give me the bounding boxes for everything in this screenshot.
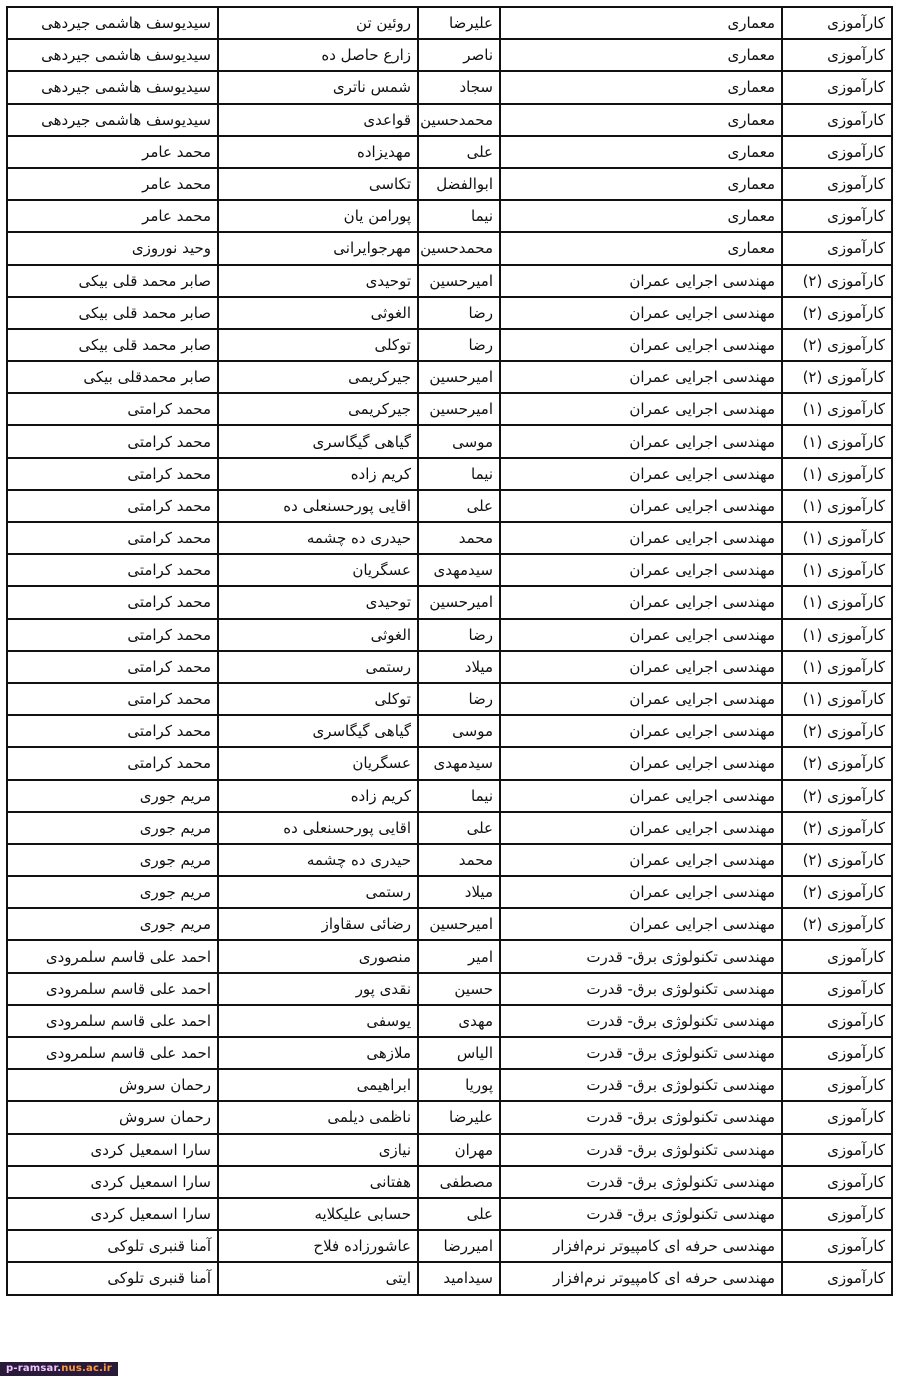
last-name-cell: تکاسی [218,168,418,200]
last-name-cell: الغوثی [218,619,418,651]
field-cell: مهندسی اجرایی عمران [500,715,782,747]
last-name-cell: مهدیزاده [218,136,418,168]
first-name-cell: میلاد [418,876,500,908]
supervisor-cell: مریم جوری [7,908,218,940]
field-cell: مهندسی تکنولوژی برق- قدرت [500,973,782,1005]
site-watermark [0,1362,118,1376]
table-row [7,71,892,103]
last-name-cell: روئین تن [218,7,418,39]
table-row [7,361,892,393]
watermark-prefix: p-ramsar. [6,1363,62,1374]
course-cell: کارآموزی [782,973,892,1005]
last-name-cell: عاشورزاده فلاح [218,1230,418,1262]
supervisor-cell: سیدیوسف هاشمی جیردهی [7,71,218,103]
supervisor-cell: محمد عامر [7,200,218,232]
last-name-cell: منصوری [218,940,418,972]
first-name-cell: علیرضا [418,7,500,39]
field-cell: مهندسی اجرایی عمران [500,651,782,683]
field-cell: معماری [500,168,782,200]
course-cell: کارآموزی [782,1069,892,1101]
supervisor-cell: محمد کرامتی [7,715,218,747]
field-cell: معماری [500,7,782,39]
last-name-cell: کریم زاده [218,458,418,490]
course-cell: کارآموزی (۲) [782,908,892,940]
field-cell: مهندسی تکنولوژی برق- قدرت [500,1069,782,1101]
first-name-cell: پوریا [418,1069,500,1101]
course-cell: کارآموزی [782,1134,892,1166]
first-name-cell: میلاد [418,651,500,683]
table-row [7,747,892,779]
field-cell: معماری [500,71,782,103]
field-cell: مهندسی اجرایی عمران [500,297,782,329]
field-cell: مهندسی اجرایی عمران [500,844,782,876]
table-row [7,458,892,490]
supervisor-cell: مریم جوری [7,844,218,876]
first-name-cell: ناصر [418,39,500,71]
field-cell: مهندسی اجرایی عمران [500,812,782,844]
watermark-domain: nus.ac.ir [61,1363,112,1374]
supervisor-cell: مریم جوری [7,876,218,908]
supervisor-cell: صابر محمدقلی بیکی [7,361,218,393]
table-row [7,1262,892,1294]
first-name-cell: امیرحسین [418,393,500,425]
table-row [7,393,892,425]
last-name-cell: گیاهی گیگاسری [218,425,418,457]
course-cell: کارآموزی (۲) [782,876,892,908]
supervisor-cell: محمد عامر [7,136,218,168]
course-cell: کارآموزی (۱) [782,619,892,651]
first-name-cell: محمدحسین [418,232,500,264]
supervisor-cell: محمد کرامتی [7,747,218,779]
first-name-cell: سیدمهدی [418,747,500,779]
supervisor-cell: مریم جوری [7,780,218,812]
table-row [7,908,892,940]
last-name-cell: توحیدی [218,586,418,618]
supervisor-cell: صابر محمد قلی بیکی [7,265,218,297]
course-cell: کارآموزی (۲) [782,297,892,329]
course-cell: کارآموزی [782,1101,892,1133]
last-name-cell: عسگریان [218,747,418,779]
last-name-cell: رستمی [218,876,418,908]
supervisor-cell: سارا اسمعیل کردی [7,1166,218,1198]
first-name-cell: علی [418,812,500,844]
course-cell: کارآموزی (۱) [782,683,892,715]
field-cell: مهندسی اجرایی عمران [500,554,782,586]
first-name-cell: مهدی [418,1005,500,1037]
internship-table [6,6,893,1296]
table-row [7,1005,892,1037]
last-name-cell: یوسفی [218,1005,418,1037]
last-name-cell: پورامن یان [218,200,418,232]
first-name-cell: نیما [418,458,500,490]
table-row [7,168,892,200]
table-row [7,1198,892,1230]
field-cell: مهندسی اجرایی عمران [500,361,782,393]
field-cell: مهندسی اجرایی عمران [500,747,782,779]
field-cell: مهندسی حرفه ای کامپیوتر نرم‌افزار [500,1230,782,1262]
first-name-cell: نیما [418,780,500,812]
table-row [7,1230,892,1262]
table-row [7,1134,892,1166]
field-cell: معماری [500,200,782,232]
first-name-cell: نیما [418,200,500,232]
field-cell: مهندسی تکنولوژی برق- قدرت [500,1037,782,1069]
table-row [7,425,892,457]
first-name-cell: مصطفی [418,1166,500,1198]
supervisor-cell: احمد علی قاسم سلمرودی [7,973,218,1005]
course-cell: کارآموزی [782,71,892,103]
first-name-cell: علیرضا [418,1101,500,1133]
course-cell: کارآموزی (۲) [782,329,892,361]
last-name-cell: مهرجوایرانی [218,232,418,264]
course-cell: کارآموزی [782,7,892,39]
table-row [7,554,892,586]
course-cell: کارآموزی (۲) [782,715,892,747]
field-cell: مهندسی اجرایی عمران [500,586,782,618]
last-name-cell: رضائی سقاواز [218,908,418,940]
course-cell: کارآموزی (۲) [782,747,892,779]
field-cell: مهندسی اجرایی عمران [500,490,782,522]
supervisor-cell: احمد علی قاسم سلمرودی [7,1037,218,1069]
table-row [7,232,892,264]
supervisor-cell: احمد علی قاسم سلمرودی [7,940,218,972]
course-cell: کارآموزی (۲) [782,361,892,393]
last-name-cell: ایتی [218,1262,418,1294]
table-row [7,812,892,844]
field-cell: مهندسی اجرایی عمران [500,780,782,812]
field-cell: معماری [500,39,782,71]
supervisor-cell: آمنا قنبری تلوکی [7,1230,218,1262]
last-name-cell: توکلی [218,329,418,361]
table-row [7,39,892,71]
supervisor-cell: محمد کرامتی [7,490,218,522]
course-cell: کارآموزی [782,1037,892,1069]
supervisor-cell: وحید نوروزی [7,232,218,264]
supervisor-cell: صابر محمد قلی بیکی [7,329,218,361]
field-cell: مهندسی اجرایی عمران [500,458,782,490]
last-name-cell: جیرکریمی [218,361,418,393]
supervisor-cell: احمد علی قاسم سلمرودی [7,1005,218,1037]
supervisor-cell: رحمان سروش [7,1101,218,1133]
supervisor-cell: محمد کرامتی [7,619,218,651]
course-cell: کارآموزی [782,940,892,972]
first-name-cell: علی [418,136,500,168]
field-cell: مهندسی اجرایی عمران [500,425,782,457]
last-name-cell: توکلی [218,683,418,715]
course-cell: کارآموزی (۱) [782,393,892,425]
supervisor-cell: آمنا قنبری تلوکی [7,1262,218,1294]
first-name-cell: رضا [418,619,500,651]
first-name-cell: حسین [418,973,500,1005]
table-row [7,844,892,876]
supervisor-cell: محمد کرامتی [7,522,218,554]
first-name-cell: امیرحسین [418,361,500,393]
last-name-cell: توحیدی [218,265,418,297]
internship-table-body [7,7,892,1295]
last-name-cell: حسابی علیکلایه [218,1198,418,1230]
table-row [7,973,892,1005]
field-cell: مهندسی حرفه ای کامپیوتر نرم‌افزار [500,1262,782,1294]
table-row [7,1069,892,1101]
last-name-cell: ناظمی دیلمی [218,1101,418,1133]
course-cell: کارآموزی [782,39,892,71]
first-name-cell: امیررضا [418,1230,500,1262]
field-cell: معماری [500,104,782,136]
field-cell: مهندسی اجرایی عمران [500,683,782,715]
table-row [7,683,892,715]
table-row [7,490,892,522]
supervisor-cell: محمد عامر [7,168,218,200]
last-name-cell: اقایی پورحسنعلی ده [218,490,418,522]
course-cell: کارآموزی [782,1230,892,1262]
table-row [7,136,892,168]
first-name-cell: موسی [418,425,500,457]
field-cell: مهندسی تکنولوژی برق- قدرت [500,1101,782,1133]
course-cell: کارآموزی [782,1166,892,1198]
course-cell: کارآموزی (۱) [782,554,892,586]
first-name-cell: محمدحسین [418,104,500,136]
first-name-cell: موسی [418,715,500,747]
last-name-cell: عسگریان [218,554,418,586]
field-cell: مهندسی اجرایی عمران [500,619,782,651]
supervisor-cell: سیدیوسف هاشمی جیردهی [7,39,218,71]
first-name-cell: محمد [418,522,500,554]
course-cell: کارآموزی [782,136,892,168]
last-name-cell: نقدی پور [218,973,418,1005]
course-cell: کارآموزی (۲) [782,265,892,297]
course-cell: کارآموزی [782,104,892,136]
last-name-cell: اقایی پورحسنعلی ده [218,812,418,844]
table-row [7,297,892,329]
course-cell: کارآموزی (۱) [782,651,892,683]
field-cell: مهندسی اجرایی عمران [500,908,782,940]
first-name-cell: علی [418,490,500,522]
first-name-cell: سجاد [418,71,500,103]
supervisor-cell: سیدیوسف هاشمی جیردهی [7,104,218,136]
table-row [7,780,892,812]
course-cell: کارآموزی [782,1198,892,1230]
field-cell: مهندسی اجرایی عمران [500,393,782,425]
course-cell: کارآموزی [782,1005,892,1037]
table-row [7,104,892,136]
last-name-cell: زارع حاصل ده [218,39,418,71]
last-name-cell: جیرکریمی [218,393,418,425]
first-name-cell: رضا [418,297,500,329]
field-cell: مهندسی تکنولوژی برق- قدرت [500,940,782,972]
last-name-cell: شمس ناتری [218,71,418,103]
course-cell: کارآموزی (۲) [782,844,892,876]
course-cell: کارآموزی (۱) [782,425,892,457]
course-cell: کارآموزی (۱) [782,522,892,554]
last-name-cell: هفتانی [218,1166,418,1198]
table-row [7,522,892,554]
table-row [7,1166,892,1198]
supervisor-cell: محمد کرامتی [7,586,218,618]
table-row [7,940,892,972]
first-name-cell: ابوالفضل [418,168,500,200]
table-row [7,1101,892,1133]
course-cell: کارآموزی (۱) [782,458,892,490]
first-name-cell: رضا [418,683,500,715]
table-row [7,7,892,39]
first-name-cell: محمد [418,844,500,876]
field-cell: معماری [500,232,782,264]
supervisor-cell: محمد کرامتی [7,458,218,490]
supervisor-cell: محمد کرامتی [7,683,218,715]
last-name-cell: الغوثی [218,297,418,329]
course-cell: کارآموزی (۱) [782,490,892,522]
field-cell: مهندسی اجرایی عمران [500,265,782,297]
last-name-cell: رستمی [218,651,418,683]
first-name-cell: امیرحسین [418,265,500,297]
supervisor-cell: مریم جوری [7,812,218,844]
last-name-cell: ابراهیمی [218,1069,418,1101]
first-name-cell: الیاس [418,1037,500,1069]
table-row [7,715,892,747]
table-row [7,619,892,651]
first-name-cell: سیدامید [418,1262,500,1294]
field-cell: مهندسی اجرایی عمران [500,329,782,361]
course-cell: کارآموزی (۲) [782,780,892,812]
field-cell: مهندسی تکنولوژی برق- قدرت [500,1134,782,1166]
last-name-cell: قواعدی [218,104,418,136]
first-name-cell: علی [418,1198,500,1230]
supervisor-cell: سارا اسمعیل کردی [7,1198,218,1230]
table-row [7,876,892,908]
supervisor-cell: محمد کرامتی [7,651,218,683]
supervisor-cell: سیدیوسف هاشمی جیردهی [7,7,218,39]
first-name-cell: امیر [418,940,500,972]
table-row [7,200,892,232]
field-cell: معماری [500,136,782,168]
table-row [7,265,892,297]
table-row [7,329,892,361]
field-cell: مهندسی اجرایی عمران [500,876,782,908]
supervisor-cell: محمد کرامتی [7,393,218,425]
field-cell: مهندسی اجرایی عمران [500,522,782,554]
first-name-cell: مهران [418,1134,500,1166]
supervisor-cell: رحمان سروش [7,1069,218,1101]
supervisor-cell: سارا اسمعیل کردی [7,1134,218,1166]
table-row [7,586,892,618]
first-name-cell: سیدمهدی [418,554,500,586]
field-cell: مهندسی تکنولوژی برق- قدرت [500,1005,782,1037]
course-cell: کارآموزی [782,1262,892,1294]
last-name-cell: ملازهی [218,1037,418,1069]
course-cell: کارآموزی [782,168,892,200]
course-cell: کارآموزی (۲) [782,812,892,844]
course-cell: کارآموزی [782,232,892,264]
first-name-cell: امیرحسین [418,586,500,618]
field-cell: مهندسی تکنولوژی برق- قدرت [500,1166,782,1198]
field-cell: مهندسی تکنولوژی برق- قدرت [500,1198,782,1230]
last-name-cell: گیاهی گیگاسری [218,715,418,747]
course-cell: کارآموزی [782,200,892,232]
last-name-cell: نیازی [218,1134,418,1166]
last-name-cell: حیدری ده چشمه [218,844,418,876]
first-name-cell: رضا [418,329,500,361]
supervisor-cell: محمد کرامتی [7,554,218,586]
last-name-cell: حیدری ده چشمه [218,522,418,554]
supervisor-cell: صابر محمد قلی بیکی [7,297,218,329]
first-name-cell: امیرحسین [418,908,500,940]
course-cell: کارآموزی (۱) [782,586,892,618]
last-name-cell: کریم زاده [218,780,418,812]
table-row [7,1037,892,1069]
supervisor-cell: محمد کرامتی [7,425,218,457]
table-row [7,651,892,683]
